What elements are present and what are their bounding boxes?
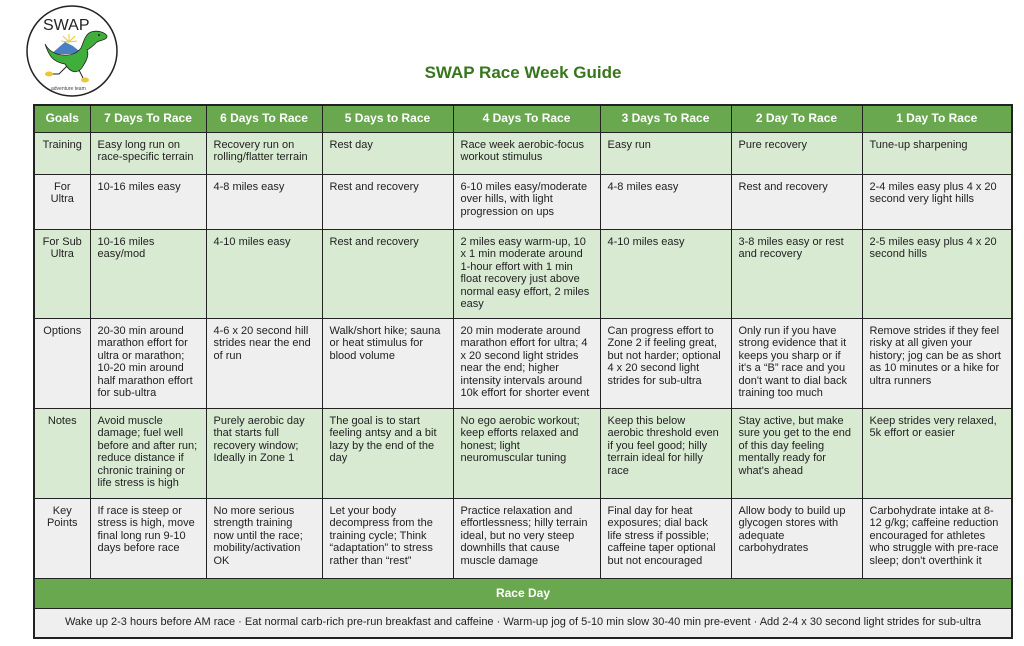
logo-text: SWAP [43,17,90,34]
table-row-key-points [34,498,1012,578]
table-cell: 2-5 miles easy plus 4 x 20 second hills [862,229,1012,318]
row-label: Key Points [34,498,90,578]
table-cell: 2 miles easy warm-up, 10 x 1 min moderate around 1-hour effort with 1 min float recovery just above normal easy effort, 2 miles easy [453,229,600,318]
table-row-for-sub-ultra [34,229,1012,318]
row-label: Training [34,132,90,174]
table-cell: 4-8 miles easy [206,174,322,229]
table-row-training [34,132,1012,174]
header-2-days: 2 Day To Race [731,105,862,132]
table-cell: If race is steep or stress is high, move final long run 9-10 days before race [90,498,206,578]
race-day-header-row [34,578,1012,608]
table-cell: 6-10 miles easy/moderate over hills, with light progression on ups [453,174,600,229]
header-6-days: 6 Days To Race [206,105,322,132]
table-row-for-ultra [34,174,1012,229]
table-cell: Race week aerobic-focus workout stimulus [453,132,600,174]
header-3-days: 3 Days To Race [600,105,731,132]
table-cell: Recovery run on rolling/flatter terrain [206,132,322,174]
table-cell: Carbohydrate intake at 8-12 g/kg; caffeine reduction encouraged for athletes who struggle with pre-race sleep; don't overthink it [862,498,1012,578]
table-cell: Tune-up sharpening [862,132,1012,174]
table-row-notes [34,408,1012,498]
table-cell: Rest and recovery [322,229,453,318]
table-cell: No ego aerobic workout; keep efforts relaxed and honest; light neuromuscular tuning [453,408,600,498]
dinosaur-logo-icon [25,4,119,98]
table-cell: Keep this below aerobic threshold even if you feel good; hilly terrain ideal for hilly race [600,408,731,498]
header-4-days: 4 Days To Race [453,105,600,132]
page-title: SWAP Race Week Guide [424,63,622,82]
race-day-label: Race Day [34,578,1012,608]
table-cell: 2-4 miles easy plus 4 x 20 second very light hills [862,174,1012,229]
header-5-days: 5 Days to Race [322,105,453,132]
table-cell: Rest and recovery [731,174,862,229]
swap-logo [25,4,119,98]
race-week-table [33,104,1013,639]
header-goals: Goals [34,105,90,132]
table-cell: Keep strides very relaxed, 5k effort or easier [862,408,1012,498]
table-cell: Practice relaxation and effortlessness; hilly terrain ideal, but no very steep downhills that cause muscle damage [453,498,600,578]
table-cell: 4-6 x 20 second hill strides near the end of run [206,318,322,408]
table-cell: 20 min moderate around marathon effort for ultra; 4 x 20 second light strides near the end; higher intensity intervals around 10k effort for shorter event [453,318,600,408]
table-cell: 3-8 miles easy or rest and recovery [731,229,862,318]
table-cell: Easy long run on race-specific terrain [90,132,206,174]
race-day-text: Wake up 2-3 hours before AM race · Eat normal carb-rich pre-run breakfast and caffeine · Warm-up jog of 5-10 min slow 30-40 min pre-event · Add 2-4 x 30 second light strides for sub-ultra [34,608,1012,638]
header-7-days: 7 Days To Race [90,105,206,132]
row-label: Options [34,318,90,408]
table-cell: Final day for heat exposures; dial back life stress if possible; caffeine taper optional but not encouraged [600,498,731,578]
table-cell: Rest and recovery [322,174,453,229]
row-label: For Sub Ultra [34,229,90,318]
table-cell: Allow body to build up glycogen stores with adequate carbohydrates [731,498,862,578]
table-row-options [34,318,1012,408]
table-cell: 10-16 miles easy [90,174,206,229]
race-day-info-row [34,608,1012,638]
table-cell: Can progress effort to Zone 2 if feeling great, but not harder; optional 4 x 20 second light strides for sub-ultra [600,318,731,408]
table-cell: 4-10 miles easy [206,229,322,318]
table-cell: 10-16 miles easy/mod [90,229,206,318]
header-1-day: 1 Day To Race [862,105,1012,132]
table-cell: Remove strides if they feel risky at all given your history; jog can be as short as 10 minutes or a hike for ultra runners [862,318,1012,408]
table-cell: Walk/short hike; sauna or heat stimulus for blood volume [322,318,453,408]
table-cell: Only run if you have strong evidence that it keeps you sharp or if it's a “B” race and you don't want to dial back training too much [731,318,862,408]
table-cell: 20-30 min around marathon effort for ultra or marathon; 10-20 min around half marathon effort for sub-ultra [90,318,206,408]
table-cell: Stay active, but make sure you get to the end of this day feeling mentally ready for what's ahead [731,408,862,498]
header-row [34,105,1012,132]
table-cell: Pure recovery [731,132,862,174]
table-cell: Rest day [322,132,453,174]
row-label: Notes [34,408,90,498]
table-cell: Let your body decompress from the training cycle; Think “adaptation” to stress rather than “rest” [322,498,453,578]
table-cell: The goal is to start feeling antsy and a bit lazy by the end of the day [322,408,453,498]
row-label: For Ultra [34,174,90,229]
table-cell: Avoid muscle damage; fuel well before and after run; reduce distance if chronic training or life stress is high [90,408,206,498]
table-cell: 4-8 miles easy [600,174,731,229]
table-cell: No more serious strength training now until the race; mobility/activation OK [206,498,322,578]
logo-subtext: adventure team [51,86,86,92]
table-cell: Easy run [600,132,731,174]
table-cell: 4-10 miles easy [600,229,731,318]
table-cell: Purely aerobic day that starts full recovery window; Ideally in Zone 1 [206,408,322,498]
